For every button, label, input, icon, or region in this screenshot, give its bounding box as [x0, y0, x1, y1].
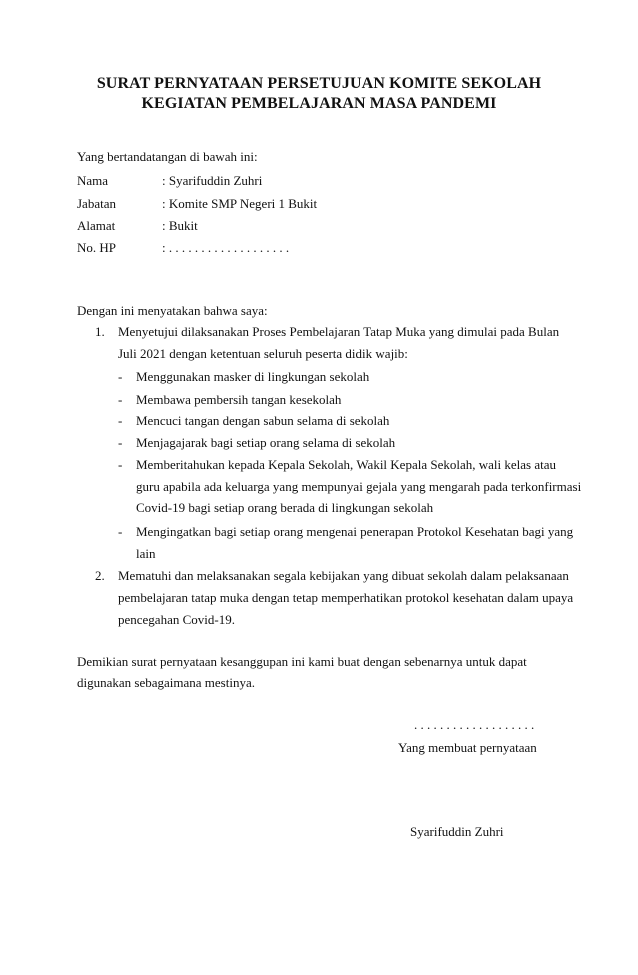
item-2-line-1: Mematuhi dan melaksanakan segala kebijakan yang dibuat sekolah dalam pelaksanaan	[118, 568, 569, 583]
field-value-jabatan: : Komite SMP Negeri 1 Bukit	[162, 196, 318, 211]
item-1-line-2: Juli 2021 dengan ketentuan seluruh peserta didik wajib:	[118, 346, 408, 361]
bullet-dash: -	[118, 392, 123, 407]
statement-intro: Dengan ini menyatakan bahwa saya:	[77, 303, 268, 318]
intro-text: Yang bertandatangan di bawah ini:	[77, 149, 258, 164]
field-value-hp: : . . . . . . . . . . . . . . . . . . .	[162, 240, 290, 255]
field-label-jabatan: Jabatan	[77, 196, 116, 211]
bullet-text: Membawa pembersih tangan kesekolah	[136, 392, 342, 407]
bullet-dash: -	[118, 413, 123, 428]
item-2-line-3: pencegahan Covid-19.	[118, 612, 235, 627]
bullet-text: Memberitahukan kepada Kepala Sekolah, Wakil Kepala Sekolah, wali kelas atau	[136, 457, 556, 472]
field-label-hp: No. HP	[77, 240, 117, 255]
bullet-text: Menggunakan masker di lingkungan sekolah	[136, 369, 370, 384]
item-1-line-1: Menyetujui dilaksanakan Proses Pembelajaran Tatap Muka yang dimulai pada Bulan	[118, 324, 560, 339]
field-label-alamat: Alamat	[77, 218, 116, 233]
bullet-text: Mencuci tangan dengan sabun selama di sekolah	[136, 413, 390, 428]
bullet-dash: -	[118, 369, 123, 384]
signature-date-dots: . . . . . . . . . . . . . . . . . . .	[414, 717, 535, 732]
closing-line-1: Demikian surat pernyataan kesanggupan ini kami buat dengan sebenarnya untuk dapat	[77, 654, 527, 669]
signature-caption: Yang membuat pernyataan	[398, 740, 537, 755]
bullet-text-continued: lain	[136, 546, 156, 561]
list-number-2: 2.	[95, 568, 105, 583]
signature-name: Syarifuddin Zuhri	[410, 824, 504, 839]
bullet-dash: -	[118, 457, 123, 472]
bullet-text: Mengingatkan bagi setiap orang mengenai penerapan Protokol Kesehatan bagi yang	[136, 524, 574, 539]
field-value-nama: : Syarifuddin Zuhri	[162, 173, 263, 188]
bullet-dash: -	[118, 524, 123, 539]
bullet-text-continued: Covid-19 bagi setiap orang berada di lingkungan sekolah	[136, 500, 434, 515]
bullet-text: Menjagajarak bagi setiap orang selama di sekolah	[136, 435, 396, 450]
bullet-dash: -	[118, 435, 123, 450]
field-label-nama: Nama	[77, 173, 109, 188]
document-title-line-1: SURAT PERNYATAAN PERSETUJUAN KOMITE SEKOLAH	[96, 75, 542, 92]
bullet-text-continued: guru apabila ada keluarga yang mempunyai gejala yang mengarah pada terkonfirmasi	[136, 479, 582, 494]
document-title-line-2: KEGIATAN PEMBELAJARAN MASA PANDEMI	[141, 95, 497, 112]
field-value-alamat: : Bukit	[162, 218, 198, 233]
list-number-1: 1.	[95, 324, 105, 339]
item-2-line-2: pembelajaran tatap muka dengan tetap memperhatikan protokol kesehatan dalam upaya	[118, 590, 574, 605]
closing-line-2: digunakan sebagaimana mestinya.	[77, 675, 255, 690]
